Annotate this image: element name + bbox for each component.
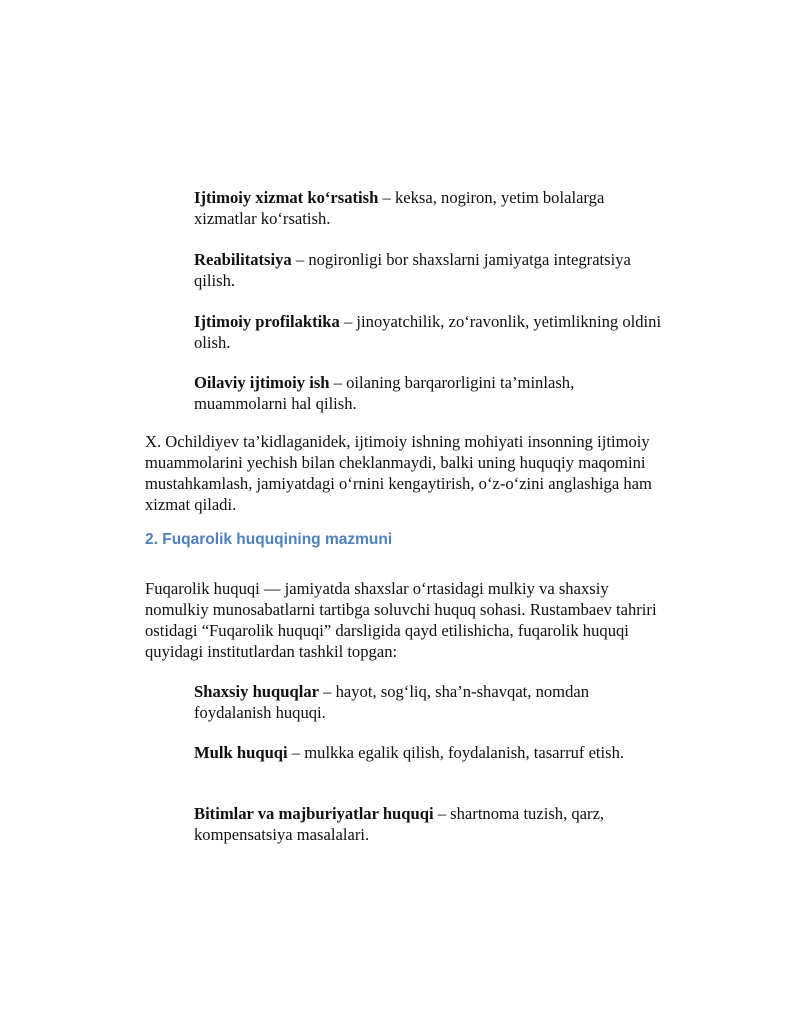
definition-term: Ijtimoiy profilaktika bbox=[194, 312, 340, 331]
definition-term: Reabilitatsiya bbox=[194, 250, 292, 269]
definition-term: Shaxsiy huquqlar bbox=[194, 682, 319, 701]
definition-term: Mulk huquqi bbox=[194, 743, 288, 762]
section-heading-civil-law: 2. Fuqarolik huquqining mazmuni bbox=[145, 531, 393, 548]
definition-text: – shartnoma tuzish, qarz, kompensatsiya masalalari. bbox=[194, 804, 605, 844]
definition-text: – keksa, nogiron, yetim bolalarga xizmatlar ko‘rsatish. bbox=[194, 188, 605, 228]
definition-personal-rights bbox=[194, 681, 664, 723]
definition-text: – oilaning barqarorligini ta’minlash, muammolarni hal qilish. bbox=[194, 373, 575, 413]
definition-obligations-law bbox=[194, 803, 664, 845]
definition-social-prevention bbox=[194, 311, 664, 353]
definition-family-social-work bbox=[194, 372, 664, 414]
definition-term: Bitimlar va majburiyatlar huquqi bbox=[194, 804, 434, 823]
definition-text: – hayot, sog‘liq, sha’n-shavqat, nomdan foydalanish huquqi. bbox=[194, 682, 590, 722]
definition-rehabilitation bbox=[194, 249, 664, 291]
definition-term: Oilaviy ijtimoiy ish bbox=[194, 373, 330, 392]
paragraph-ochildiyev: X. Ochildiyev ta’kidlaganidek, ijtimoiy ishning mohiyati insonning ijtimoiy muammolarini yechish bilan cheklanmaydi, balki uning huquqiy maqomini mustahkamlash, jamiyatdagi o‘rnini kengaytirish, o‘z-o‘zini anglashiga ham xizmat qiladi. bbox=[145, 432, 652, 514]
definition-text: – nogironligi bor shaxslarni jamiyatga integratsiya qilish. bbox=[194, 250, 631, 290]
definition-social-service bbox=[194, 187, 664, 229]
definition-text: – mulkka egalik qilish, foydalanish, tasarruf etish. bbox=[287, 743, 625, 762]
definition-text: – jinoyatchilik, zo‘ravonlik, yetimlikning oldini olish. bbox=[194, 312, 662, 352]
definition-property-rights bbox=[194, 742, 664, 763]
paragraph-civil-law-definition: Fuqarolik huquqi — jamiyatda shaxslar o‘rtasidagi mulkiy va shaxsiy nomulkiy munosabatlarni tartibga soluvchi huquq sohasi. Rustambaev tahriri ostidagi “Fuqarolik huquqi” darsligida qayd etilishicha, fuqarolik huquqi quyidagi institutlardan tashkil topgan: bbox=[145, 579, 657, 661]
definition-term: Ijtimoiy xizmat ko‘rsatish bbox=[194, 188, 379, 207]
